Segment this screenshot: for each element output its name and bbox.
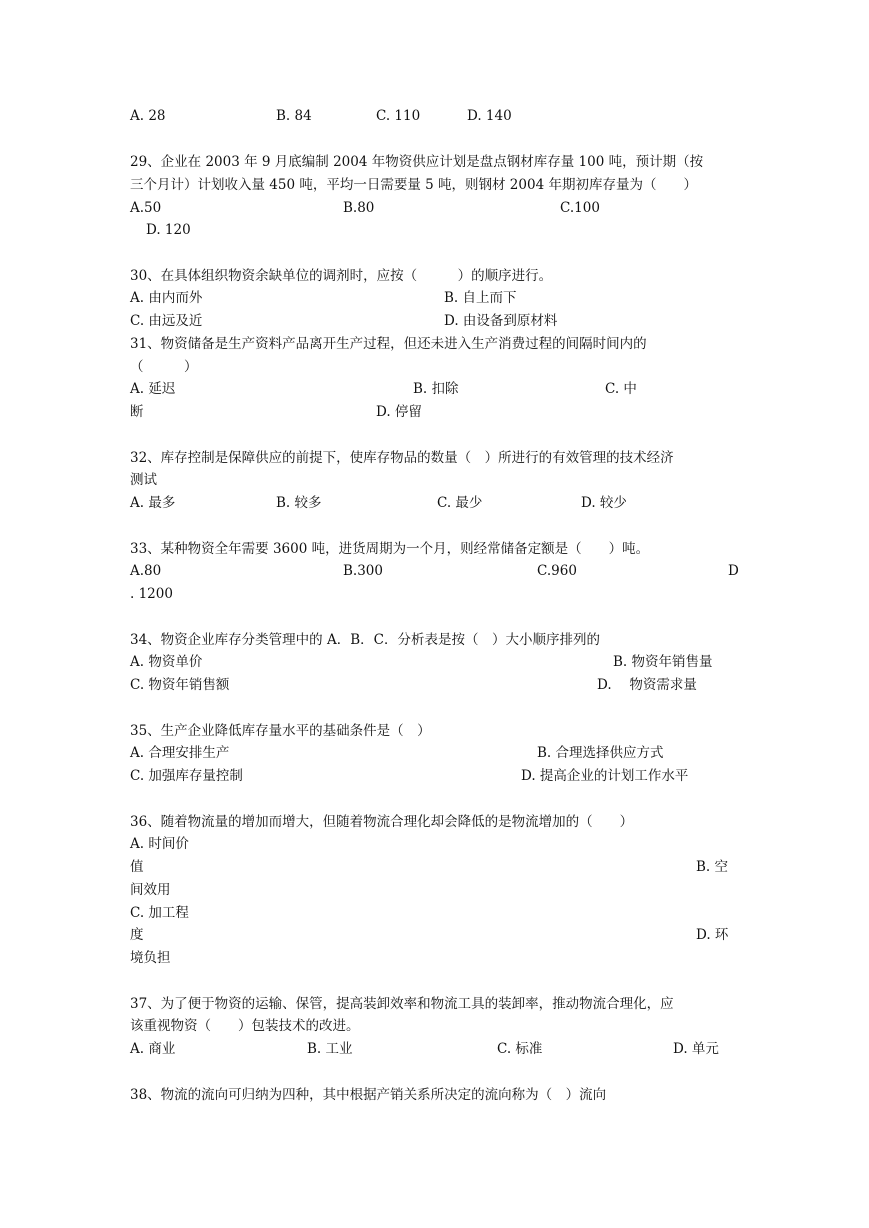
q37-stem-line2: 该重视物资（ ）包装技术的改进。: [130, 1018, 360, 1034]
q34-option-b: B. 物资年销售量: [613, 654, 713, 670]
q37-stem-line1: 37、为了便于物资的运输、保管，提高装卸效率和物流工具的装卸率，推动物流合理化，应: [130, 996, 674, 1012]
q37-option-c: C. 标准: [497, 1041, 543, 1057]
q31-option-c-part2: 断: [130, 404, 144, 420]
q29-stem-line1: 29、企业在 2003 年 9 月底编制 2004 年物资供应计划是盘点钢材库存量 100 吨，预计期（按: [130, 154, 704, 170]
q28-option-d: D. 140: [467, 108, 512, 124]
q33-option-c: C.960: [537, 563, 577, 579]
q36-option-b-part2: 间效用: [130, 882, 171, 898]
q35-stem: 35、生产企业降低库存量水平的基础条件是（ ）: [130, 723, 431, 739]
q32-option-a: A. 最多: [130, 495, 176, 511]
q35-option-c: C. 加强库存量控制: [130, 768, 243, 784]
q32-option-d: D. 较少: [581, 495, 627, 511]
q31-option-b: B. 扣除: [413, 381, 459, 397]
q29-stem-line2: 三个月计）计划收入量 450 吨，平均一日需要量 5 吨，则钢材 2004 年期初库存量为（ ）: [130, 177, 697, 193]
q28-option-b: B. 84: [276, 108, 312, 124]
q37-option-d: D. 单元: [673, 1041, 719, 1057]
q34-option-d: D. 物资需求量: [597, 677, 697, 693]
q34-stem: 34、物资企业库存分类管理中的 A．B．C．分析表是按（ ）大小顺序排列的: [130, 632, 600, 648]
q35-option-b: B. 合理选择供应方式: [537, 745, 664, 761]
q38-stem: 38、物流的流向可归纳为四种，其中根据产销关系所决定的流向称为（ ）流向: [130, 1087, 607, 1103]
q30-option-b: B. 自上而下: [444, 290, 517, 306]
q33-option-d-part2: . 1200: [130, 586, 173, 602]
q33-option-d-part1: D: [728, 563, 739, 579]
q31-option-c-part1: C. 中: [605, 381, 637, 397]
q37-option-b: B. 工业: [307, 1041, 353, 1057]
q35-option-a: A. 合理安排生产: [130, 745, 230, 761]
q32-option-c: C. 最少: [437, 495, 483, 511]
q33-option-b: B.300: [343, 563, 383, 579]
q30-option-a: A. 由内而外: [130, 290, 203, 306]
q29-option-a: A.50: [130, 200, 162, 216]
q32-option-b: B. 较多: [276, 495, 322, 511]
q36-option-b-part1: B. 空: [696, 859, 729, 875]
q34-option-a: A. 物资单价: [130, 654, 203, 670]
q36-option-d-part2: 境负担: [130, 950, 171, 966]
q33-option-a: A.80: [130, 563, 162, 579]
q36-option-a-part1: A. 时间价: [130, 836, 189, 852]
q32-stem-line2: 测试: [130, 472, 157, 488]
q36-stem: 36、随着物流量的增加而增大，但随着物流合理化却会降低的是物流增加的（ ）: [130, 814, 634, 830]
q36-option-a-part2: 值: [130, 859, 144, 875]
q33-stem: 33、某种物资全年需要 3600 吨，进货周期为一个月，则经常储备定额是（ ）吨。: [130, 541, 650, 557]
q36-option-c-part2: 度: [130, 927, 144, 943]
q31-option-a: A. 延迟: [130, 381, 176, 397]
q30-option-d: D. 由设备到原材料: [444, 313, 558, 329]
q36-option-d-part1: D. 环: [696, 927, 729, 943]
q29-option-d: D. 120: [146, 222, 191, 238]
q29-option-b: B.80: [343, 200, 375, 216]
q36-option-c-part1: C. 加工程: [130, 905, 189, 921]
q35-option-d: D. 提高企业的计划工作水平: [521, 768, 689, 784]
q30-stem: 30、在具体组织物资余缺单位的调剂时，应按（ ）的顺序进行。: [130, 268, 553, 284]
q29-option-c: C.100: [560, 200, 600, 216]
q32-stem-line1: 32、库存控制是保障供应的前提下，使库存物品的数量（ ）所进行的有效管理的技术经济: [130, 450, 674, 466]
q37-option-a: A. 商业: [130, 1041, 176, 1057]
q31-stem-line2: （ ）: [130, 359, 198, 375]
q31-stem-line1: 31、物资储备是生产资料产品离开生产过程，但还未进入生产消费过程的间隔时间内的: [130, 336, 647, 352]
q30-option-c: C. 由远及近: [130, 313, 203, 329]
q34-option-c: C. 物资年销售额: [130, 677, 230, 693]
q28-option-a: A. 28: [130, 108, 166, 124]
q31-option-d: D. 停留: [376, 404, 422, 420]
q28-option-c: C. 110: [376, 108, 421, 124]
